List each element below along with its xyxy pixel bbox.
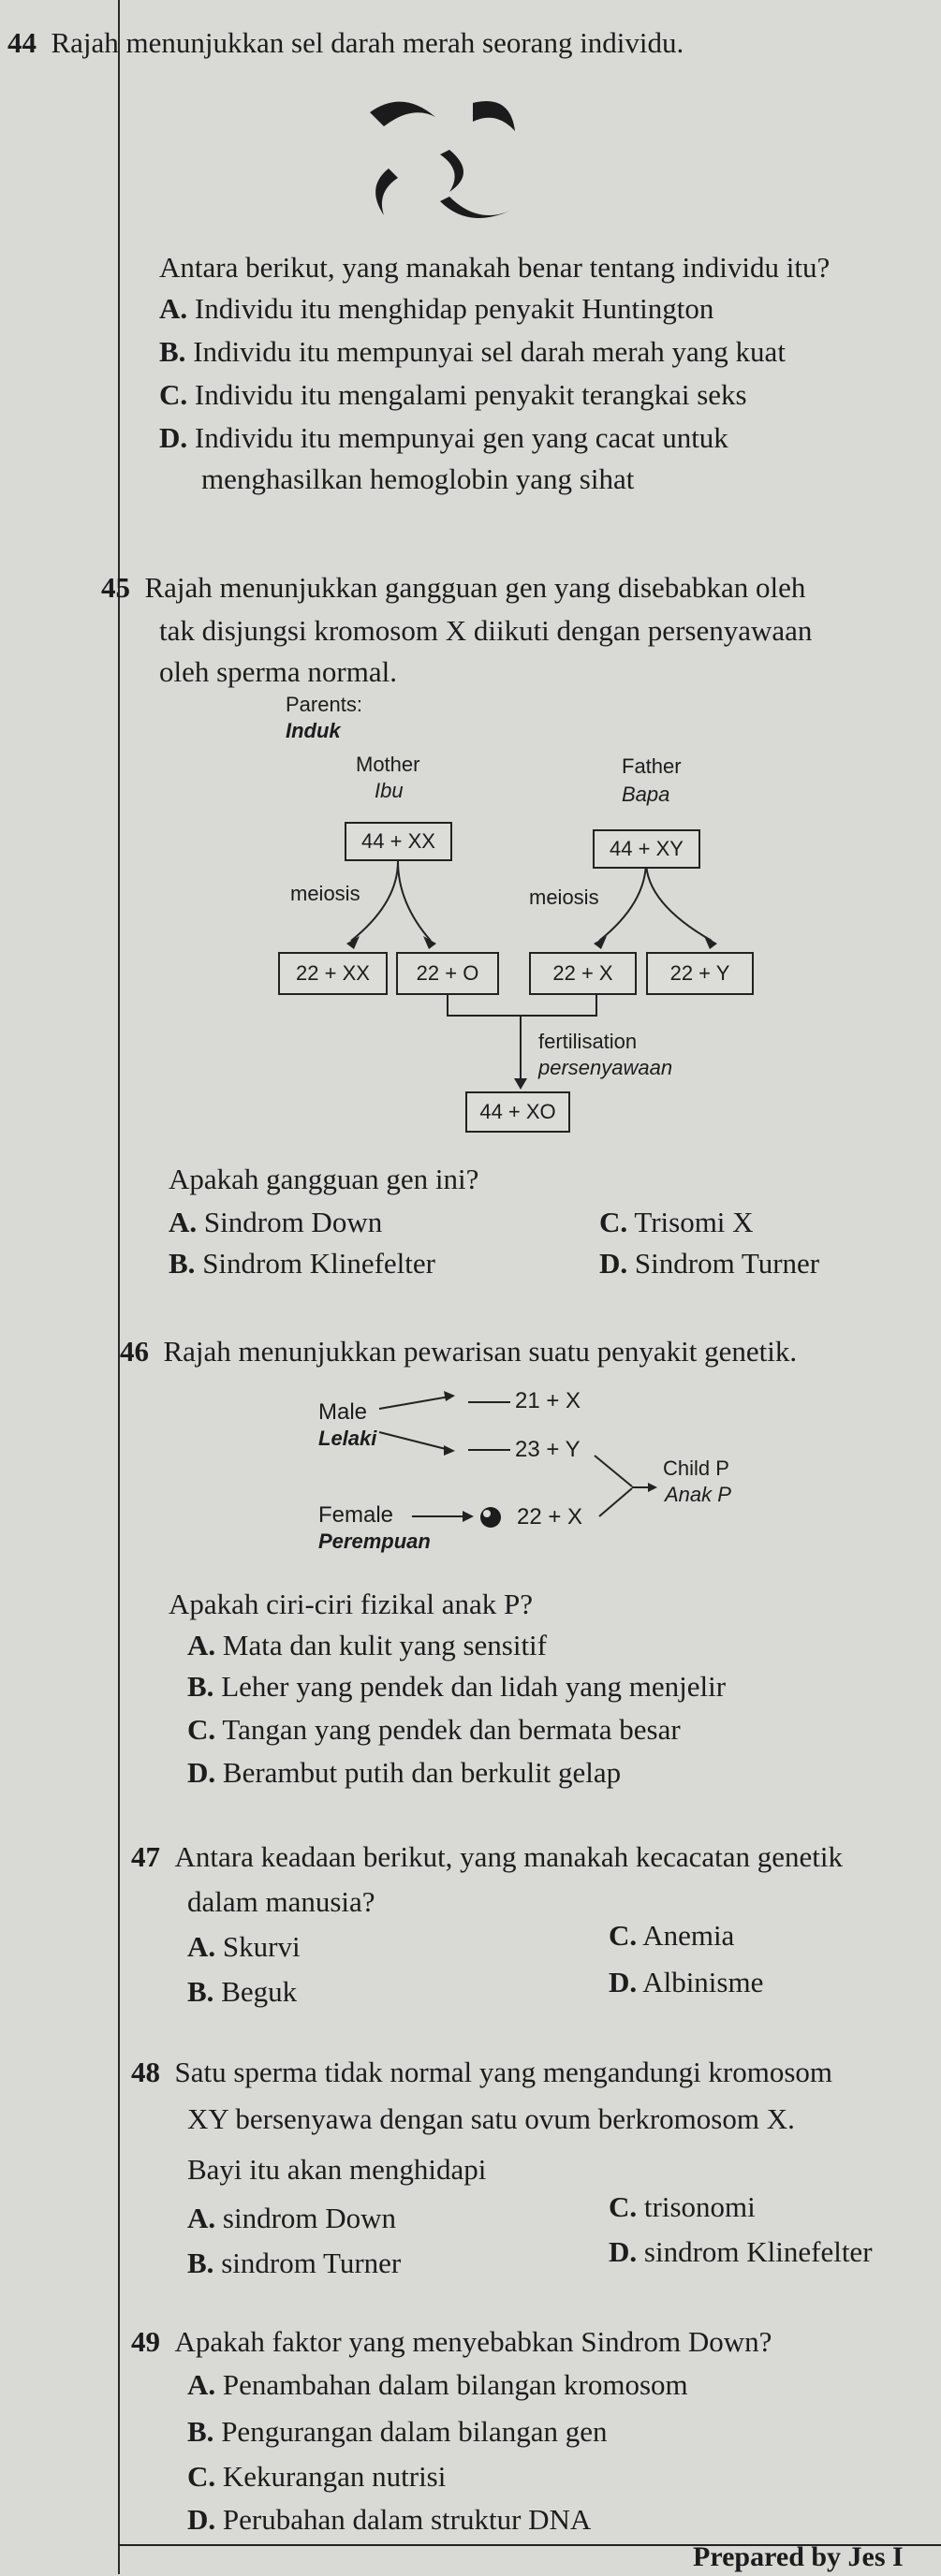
- q45-d-text: Sindrom Turner: [634, 1247, 820, 1280]
- q45-b-letter: B.: [169, 1247, 196, 1280]
- q44-option-a: [159, 292, 713, 326]
- q48-option-d: [609, 2235, 873, 2269]
- q46-option-d: [187, 1756, 621, 1790]
- ovum-icon: [480, 1507, 501, 1528]
- ibu-label: Ibu: [375, 779, 404, 802]
- q46-option-b: [187, 1670, 726, 1704]
- sickle-cell-5: [440, 197, 510, 218]
- fertilisation-label: fertilisation: [538, 1030, 638, 1053]
- perempuan-label: Perempuan: [318, 1530, 431, 1553]
- q45-stem-3: oleh sperma normal.: [159, 655, 397, 688]
- q48-stem-2: XY bersenyawa dengan satu ovum berkromosom X.: [187, 2102, 795, 2135]
- q47-stem-1: [131, 1840, 843, 1874]
- q45-stem1-text: Rajah menunjukkan gangguan gen yang disebabkan oleh: [144, 571, 806, 604]
- q49-c-letter: C.: [187, 2460, 216, 2493]
- gamete-box-22y: 22 + Y: [646, 952, 754, 995]
- female-label: Female: [318, 1502, 394, 1528]
- q49-d-letter: D.: [187, 2503, 216, 2536]
- q45-d-letter: D.: [599, 1247, 628, 1280]
- q45-b-text: Sindrom Klinefelter: [202, 1247, 435, 1280]
- ovum-nucleus-icon: [483, 1510, 491, 1517]
- q45-stem-2: tak disjungsi kromosom X diikuti dengan persenyawaan: [159, 614, 813, 647]
- child-p-label: Child P: [663, 1456, 729, 1480]
- q47-b-text: Beguk: [221, 1975, 298, 2008]
- q48-option-b: [187, 2247, 401, 2280]
- mother-genotype-box: 44 + XX: [345, 822, 452, 861]
- q49-number: 49: [131, 2325, 160, 2358]
- q48-a-letter: A.: [187, 2202, 216, 2234]
- q44-c-text: Individu itu mengalami penyakit terangkai seks: [194, 378, 747, 411]
- gamete-box-22o: 22 + O: [396, 952, 499, 995]
- q48-c-text: trisonomi: [643, 2190, 756, 2223]
- q44-a-text: Individu itu menghidap penyakit Huntington: [194, 292, 714, 325]
- q46-d-letter: D.: [187, 1756, 216, 1789]
- q49-option-d: [187, 2503, 591, 2537]
- q44-option-d-cont: menghasilkan hemoglobin yang sihat: [201, 462, 635, 495]
- q47-d-letter: D.: [609, 1966, 638, 1998]
- q45-option-c: [599, 1206, 754, 1239]
- q44-question: Antara berikut, yang manakah benar tentang individu itu?: [159, 251, 831, 284]
- sickle-cell-4: [375, 168, 398, 215]
- q45-a-letter: A.: [169, 1206, 198, 1238]
- meiosis-left-label: meiosis: [290, 882, 360, 905]
- q44-option-c: [159, 378, 747, 412]
- q48-stem-1: [131, 2056, 832, 2089]
- q47-c-text: Anemia: [642, 1919, 735, 1952]
- q49-b-text: Pengurangan dalam bilangan gen: [221, 2415, 608, 2448]
- q49-a-text: Penambahan dalam bilangan kromosom: [222, 2368, 688, 2401]
- mother-label: Mother: [356, 753, 420, 776]
- q45-option-b: [169, 1247, 435, 1281]
- q44-option-d: [159, 421, 728, 455]
- footer-text: Prepared by Jes I: [693, 2541, 904, 2572]
- q48-d-letter: D.: [609, 2235, 638, 2268]
- gamete-box-22xx: 22 + XX: [278, 952, 388, 995]
- q44-d-letter: D.: [159, 421, 188, 454]
- q48-option-c: [609, 2190, 756, 2224]
- q49-c-text: Kekurangan nutrisi: [222, 2460, 447, 2493]
- zygote-box-44xo: 44 + XO: [465, 1091, 570, 1133]
- gamete-box-22x: 22 + X: [529, 952, 637, 995]
- q47-option-b: [187, 1975, 297, 2009]
- q49-a-letter: A.: [187, 2368, 216, 2401]
- q44-option-b: [159, 335, 786, 369]
- induk-label: Induk: [286, 719, 341, 742]
- q45-a-text: Sindrom Down: [203, 1206, 383, 1238]
- q46-b-text: Leher yang pendek dan lidah yang menjelir: [221, 1670, 727, 1703]
- q48-b-letter: B.: [187, 2247, 214, 2279]
- q46-option-a: [187, 1629, 547, 1662]
- q44-a-letter: A.: [159, 292, 188, 325]
- q47-d-text: Albinisme: [642, 1966, 764, 1998]
- q48-c-letter: C.: [609, 2190, 638, 2223]
- sperm-23y-label: 23 + Y: [515, 1437, 581, 1462]
- q45-c-text: Trisomi X: [634, 1206, 754, 1238]
- q44-number: 44: [7, 26, 37, 59]
- persenyawaan-label: persenyawaan: [538, 1056, 673, 1079]
- q48-stem-3: Bayi itu akan menghidapi: [187, 2153, 487, 2186]
- q46-b-letter: B.: [187, 1670, 214, 1703]
- q45-question: Apakah gangguan gen ini?: [169, 1163, 479, 1195]
- q47-option-a: [187, 1930, 301, 1964]
- q44-stem-text: Rajah menunjukkan sel darah merah seorang individu.: [51, 26, 684, 59]
- q44-d-text: Individu itu mempunyai gen yang cacat untuk: [194, 421, 728, 454]
- father-label: Father: [622, 754, 682, 778]
- q47-stem-2: dalam manusia?: [187, 1885, 375, 1918]
- q46-stem: [120, 1335, 797, 1368]
- q48-a-text: sindrom Down: [222, 2202, 397, 2234]
- q45-number: 45: [101, 571, 130, 604]
- q46-stem-text: Rajah menunjukkan pewarisan suatu penyakit genetik.: [163, 1335, 798, 1368]
- q47-option-c: [609, 1919, 734, 1953]
- q46-d-text: Berambut putih dan berkulit gelap: [222, 1756, 622, 1789]
- q46-option-c: [187, 1713, 681, 1747]
- q49-option-c: [187, 2460, 446, 2494]
- sickle-cell-figure: [370, 101, 515, 218]
- q47-a-letter: A.: [187, 1930, 216, 1963]
- parents-label: Parents:: [286, 693, 362, 716]
- sickle-cell-3: [440, 150, 463, 192]
- male-label: Male: [318, 1399, 368, 1425]
- meiosis-right-label: meiosis: [529, 886, 599, 909]
- q47-c-letter: C.: [609, 1919, 638, 1952]
- q46-c-letter: C.: [187, 1713, 216, 1746]
- q48-d-text: sindrom Klinefelter: [643, 2235, 873, 2268]
- q49-stem-text: Apakah faktor yang menyebabkan Sindrom Down?: [174, 2325, 772, 2358]
- q49-b-letter: B.: [187, 2415, 214, 2448]
- q47-a-text: Skurvi: [222, 1930, 301, 1963]
- q47-b-letter: B.: [187, 1975, 214, 2008]
- q47-option-d: [609, 1966, 763, 1999]
- q44-c-letter: C.: [159, 378, 188, 411]
- q46-c-text: Tangan yang pendek dan bermata besar: [222, 1713, 681, 1746]
- sickle-cell-2: [473, 101, 515, 131]
- q49-option-a: [187, 2368, 688, 2402]
- sperm-21x-label: 21 + X: [515, 1388, 581, 1413]
- q44-b-letter: B.: [159, 335, 186, 368]
- q45-option-a: [169, 1206, 382, 1239]
- q49-d-text: Perubahan dalam struktur DNA: [222, 2503, 592, 2536]
- q48-stem1-text: Satu sperma tidak normal yang mengandungi kromosom: [174, 2056, 833, 2088]
- egg-22x-label: 22 + X: [517, 1504, 583, 1530]
- bapa-label: Bapa: [622, 783, 670, 806]
- q45-stem-1: [101, 571, 805, 605]
- q49-stem: [131, 2325, 772, 2359]
- q46-a-letter: A.: [187, 1629, 216, 1661]
- anak-p-label: Anak P: [665, 1483, 731, 1506]
- father-genotype-box: 44 + XY: [593, 829, 700, 869]
- q44-b-text: Individu itu mempunyai sel darah merah yang kuat: [193, 335, 786, 368]
- q46-question: Apakah ciri-ciri fizikal anak P?: [169, 1588, 534, 1620]
- q49-option-b: [187, 2415, 608, 2449]
- q48-option-a: [187, 2202, 396, 2235]
- sickle-cell-1: [370, 102, 435, 126]
- q48-b-text: sindrom Turner: [221, 2247, 402, 2279]
- q45-c-letter: C.: [599, 1206, 628, 1238]
- q48-number: 48: [131, 2056, 160, 2088]
- q46-a-text: Mata dan kulit yang sensitif: [222, 1629, 547, 1661]
- q47-number: 47: [131, 1840, 160, 1873]
- q45-option-d: [599, 1247, 819, 1281]
- lelaki-label: Lelaki: [318, 1427, 377, 1450]
- q47-stem1-text: Antara keadaan berikut, yang manakah kecacatan genetik: [174, 1840, 843, 1873]
- q46-number: 46: [120, 1335, 149, 1368]
